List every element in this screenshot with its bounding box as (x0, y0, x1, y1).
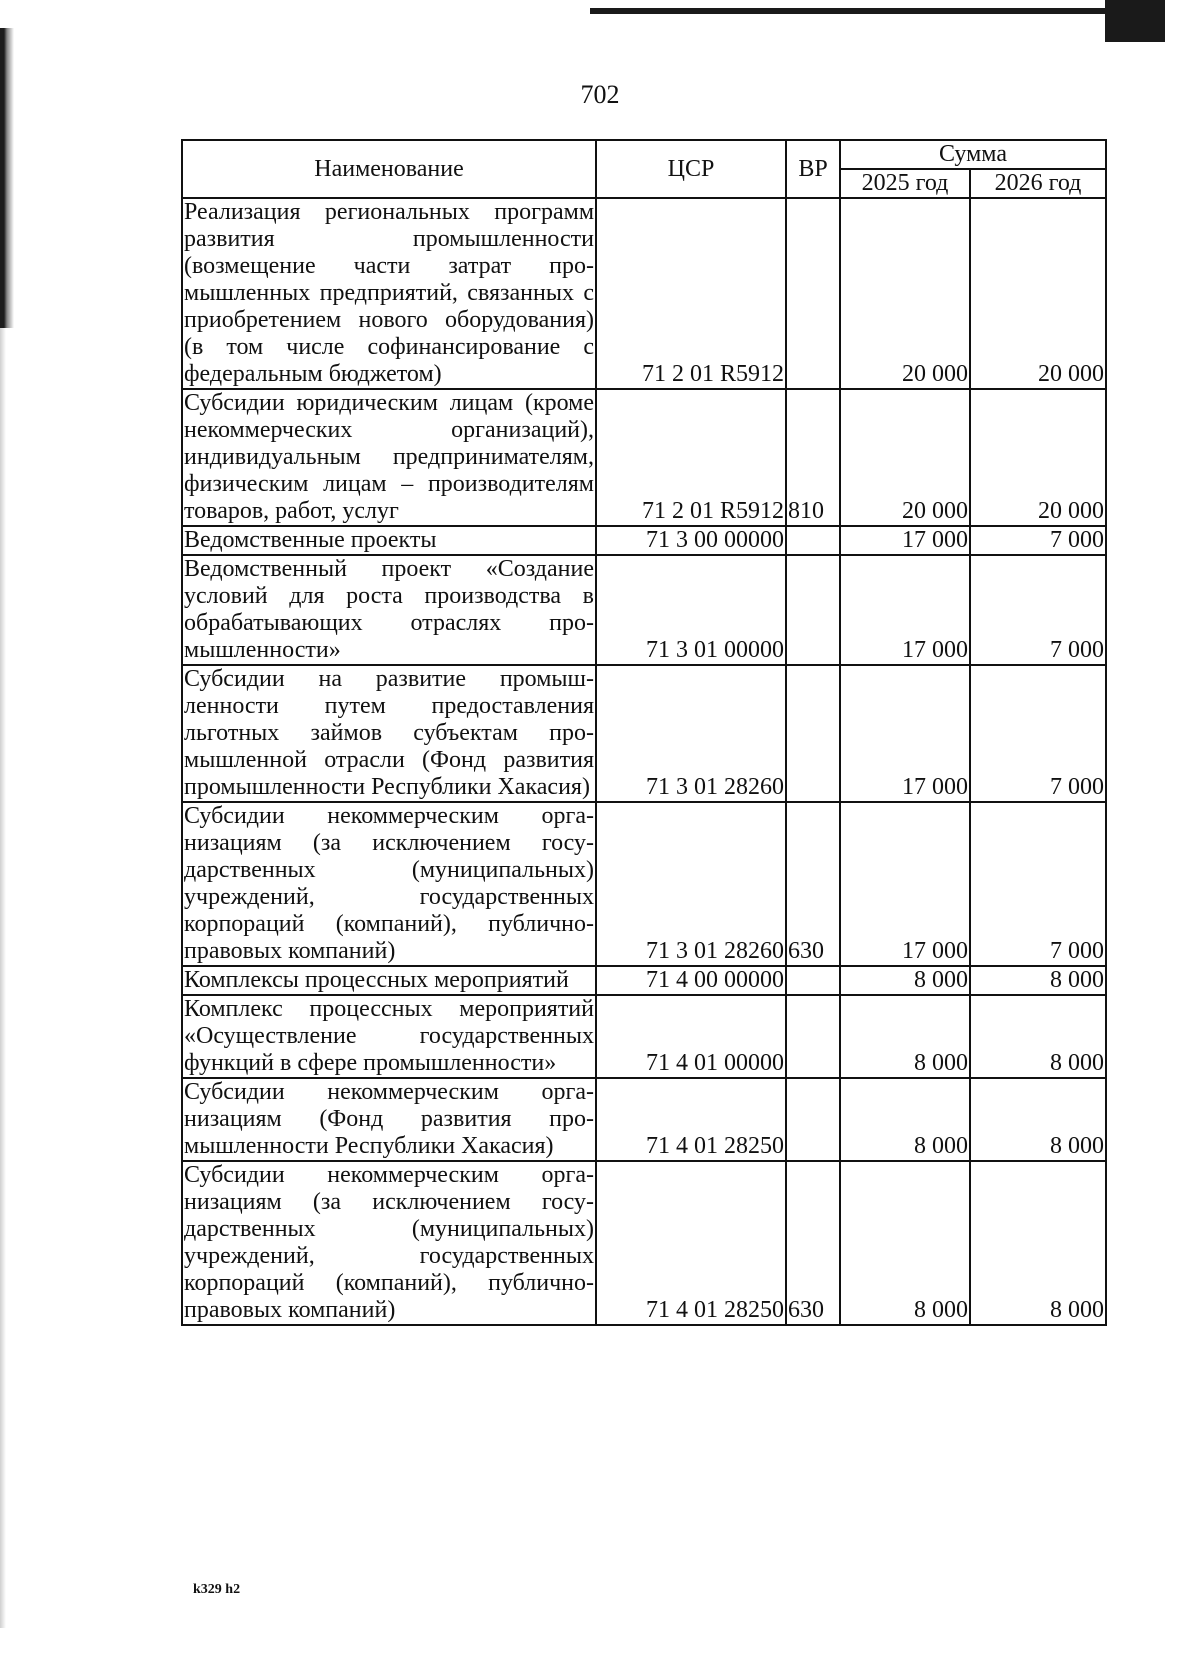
table-row (182, 995, 1106, 1078)
table-row (182, 555, 1106, 665)
row-vr: 810 (786, 389, 840, 526)
row-vr (786, 966, 840, 995)
row-vr (786, 1078, 840, 1161)
table-row (182, 1161, 1106, 1325)
scan-artifact-top (590, 8, 1150, 14)
budget-table (181, 139, 1107, 1326)
scan-artifact-left-shadow (0, 328, 6, 1628)
row-csr: 71 2 01 R5912 (596, 389, 786, 526)
row-sum-2026: 20 000 (970, 198, 1106, 389)
row-csr: 71 4 00 00000 (596, 966, 786, 995)
row-name: Комплексы процессных мероприятий (182, 966, 596, 995)
row-vr: 630 (786, 802, 840, 966)
row-sum-2025: 8 000 (840, 995, 970, 1078)
row-name: Реализация региональных программ развития промышленности (возмещение части затрат промышленных предприятий, связанных с приобретением нового оборудования) (в том числе софинансирование с федеральным бюджетом) (184, 199, 594, 387)
row-vr (786, 995, 840, 1078)
row-sum-2026: 8 000 (970, 1161, 1106, 1325)
header-year-2025: 2025 год (840, 169, 970, 198)
row-sum-2025: 8 000 (840, 966, 970, 995)
row-sum-2026: 8 000 (970, 1078, 1106, 1161)
row-vr (786, 665, 840, 802)
table-body (182, 198, 1106, 1325)
row-vr (786, 198, 840, 389)
row-sum-2026: 7 000 (970, 802, 1106, 966)
row-sum-2025: 17 000 (840, 802, 970, 966)
row-sum-2026: 20 000 (970, 389, 1106, 526)
header-vr: ВР (786, 140, 840, 198)
row-name: Ведомственные проекты (182, 526, 596, 555)
scan-artifact-corner (1105, 0, 1165, 42)
page-number: 702 (580, 80, 620, 109)
table-row (182, 1078, 1106, 1161)
row-vr (786, 526, 840, 555)
row-sum-2025: 17 000 (840, 665, 970, 802)
row-name: Субсидии некоммерческим организациям (за исключением государственных (муниципальных) учреждений, государственных корпораций (компаний), публично-правовых компаний) (184, 803, 594, 964)
row-csr: 71 3 01 28260 (596, 665, 786, 802)
table-row (182, 665, 1106, 802)
row-name: Субсидии некоммерческим организациям (Фонд развития промышленности Республики Хакасия) (184, 1079, 594, 1159)
row-name: Комплекс процессных мероприятий «Осуществление государственных функций в сфере промышленности» (184, 996, 594, 1076)
row-csr: 71 3 01 00000 (596, 555, 786, 665)
row-csr: 71 3 01 28260 (596, 802, 786, 966)
row-sum-2025: 17 000 (840, 555, 970, 665)
header-csr: ЦСР (596, 140, 786, 198)
table-row (182, 198, 1106, 389)
row-name: Субсидии некоммерческим организациям (за исключением государственных (муниципальных) учреждений, государственных корпораций (компаний), публично-правовых компаний) (184, 1162, 594, 1323)
table-row (182, 966, 1106, 995)
row-sum-2026: 8 000 (970, 995, 1106, 1078)
header-year-2026: 2026 год (970, 169, 1106, 198)
table-header (182, 140, 1106, 198)
header-name: Наименование (182, 140, 596, 198)
row-sum-2025: 8 000 (840, 1078, 970, 1161)
table-row (182, 389, 1106, 526)
row-vr: 630 (786, 1161, 840, 1325)
header-sum: Сумма (840, 140, 1106, 169)
row-vr (786, 555, 840, 665)
row-name: Субсидии на развитие промышленности путем предоставления льготных займов субъектам промышленной отрасли (Фонд развития промышленности Республики Хакасия) (184, 666, 594, 800)
row-sum-2025: 20 000 (840, 389, 970, 526)
row-sum-2026: 8 000 (970, 966, 1106, 995)
row-csr: 71 4 01 00000 (596, 995, 786, 1078)
row-name: Субсидии юридическим лицам (кроме некоммерческих организаций), индивидуальным предпринимателям, физическим лицам – производителям товаров, работ, услуг (184, 390, 594, 524)
row-sum-2026: 7 000 (970, 665, 1106, 802)
row-csr: 71 3 00 00000 (596, 526, 786, 555)
row-csr: 71 2 01 R5912 (596, 198, 786, 389)
document-code: k329 h2 (193, 1582, 241, 1597)
scan-artifact-left-edge (0, 28, 14, 328)
row-sum-2025: 8 000 (840, 1161, 970, 1325)
table-row (182, 802, 1106, 966)
row-csr: 71 4 01 28250 (596, 1078, 786, 1161)
table-row (182, 526, 1106, 555)
row-sum-2026: 7 000 (970, 526, 1106, 555)
row-sum-2026: 7 000 (970, 555, 1106, 665)
row-sum-2025: 17 000 (840, 526, 970, 555)
row-csr: 71 4 01 28250 (596, 1161, 786, 1325)
row-sum-2025: 20 000 (840, 198, 970, 389)
row-name: Ведомственный проект «Создание условий для роста производства в обрабатывающих отраслях промышленности» (184, 556, 594, 663)
